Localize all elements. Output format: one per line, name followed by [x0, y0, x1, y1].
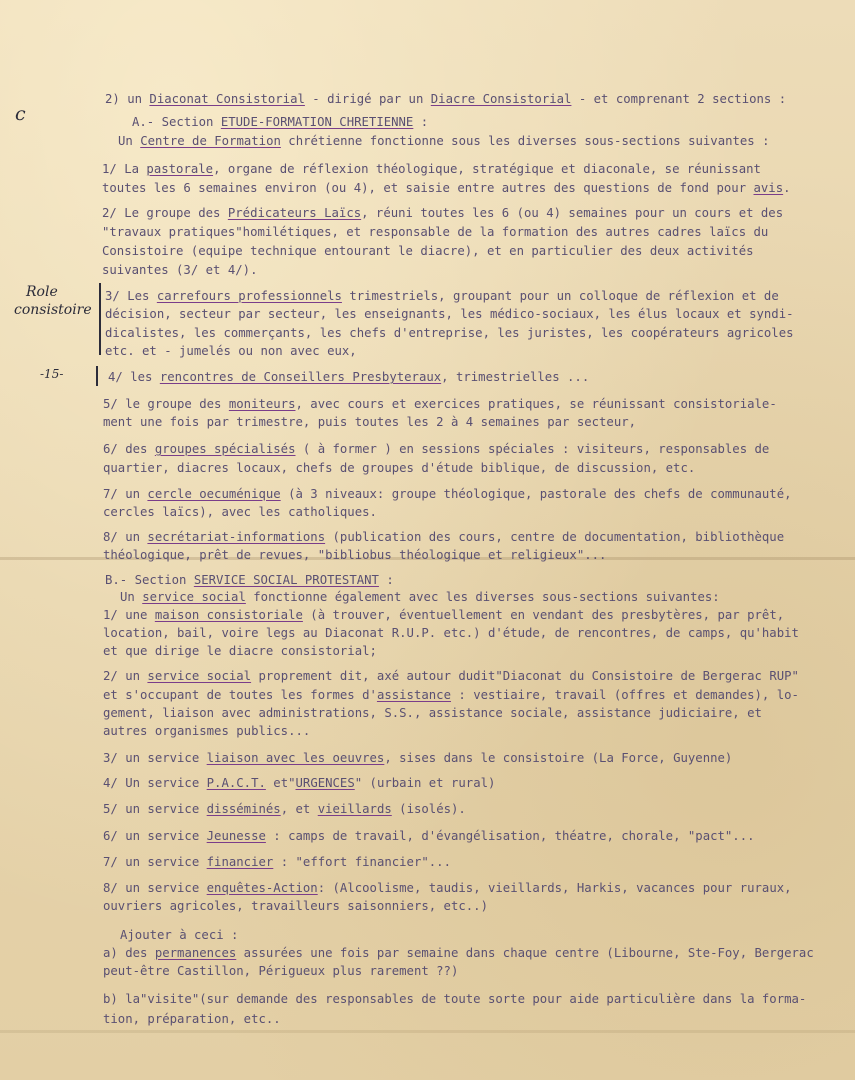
- underlined-text: pastorale: [146, 162, 214, 176]
- underlined-text: assistance: [376, 688, 451, 702]
- text-segment: 1/ La: [102, 162, 147, 176]
- text-line: [103, 777, 495, 789]
- text-line: [103, 416, 636, 428]
- text-segment: Un: [120, 590, 143, 604]
- text-line: [103, 531, 784, 543]
- underlined-text: URGENCES: [295, 776, 355, 790]
- text-segment: : camps de travail, d'évangélisation, théatre, chorale, "pact"...: [265, 829, 755, 843]
- text-segment: 4/ les: [108, 370, 160, 384]
- text-line: [103, 398, 777, 410]
- text-segment: " (urbain et rural): [354, 776, 496, 790]
- text-segment: autres organismes publics...: [103, 724, 311, 738]
- text-segment: 7/ un: [103, 487, 148, 501]
- text-line: [103, 645, 377, 657]
- text-segment: b) la"visite"(sur demande des responsables de toute sorte pour aide particulière dans la forma-: [103, 992, 807, 1006]
- text-line: [105, 290, 779, 302]
- text-line: [103, 707, 762, 719]
- underlined-text: enquêtes-Action: [206, 881, 318, 895]
- text-line: [132, 116, 428, 128]
- text-line: [103, 856, 451, 868]
- text-segment: Consistoire (equipe technique entourant le diacre), et en particulier des deux activités: [102, 244, 754, 258]
- text-segment: assurées une fois par semaine dans chaque centre (Libourne, Ste-Foy, Bergerac: [236, 946, 814, 960]
- text-segment: 4/ Un service: [103, 776, 207, 790]
- text-line: [102, 182, 791, 194]
- text-segment: - dirigé par un: [304, 92, 431, 106]
- text-segment: 8/ un: [103, 530, 148, 544]
- text-segment: , sises dans le consistoire (La Force, Guyenne): [384, 751, 733, 765]
- text-segment: ( à former ) en sessions spéciales : visiteurs, responsables de: [295, 442, 770, 456]
- text-line: [108, 371, 589, 383]
- text-segment: (isolés).: [391, 802, 466, 816]
- margin-note-role-line1: Role: [26, 284, 58, 300]
- text-segment: , avec cours et exercices pratiques, se réunissant consistoriale-: [295, 397, 777, 411]
- text-line: [102, 207, 783, 219]
- margin-c-mark: c: [15, 103, 26, 125]
- text-segment: , organe de réflexion théologique, stratégique et diaconale, se réunissant: [213, 162, 761, 176]
- underlined-text: vieillards: [317, 802, 392, 816]
- margin-bracket: [96, 366, 98, 386]
- underlined-text: avis: [753, 181, 784, 195]
- text-line: [105, 574, 394, 586]
- text-segment: et s'occupant de toutes les formes d': [103, 688, 377, 702]
- text-line: [103, 752, 732, 764]
- underlined-text: rencontres de Conseillers Presbyteraux: [159, 370, 442, 384]
- underlined-text: carrefours professionnels: [156, 289, 342, 303]
- text-segment: dicalistes, les commerçants, les chefs d'entreprise, les juristes, les coopérateurs agricoles: [105, 326, 794, 340]
- text-segment: Ajouter à ceci :: [120, 928, 239, 942]
- text-segment: 6/ un service: [103, 829, 207, 843]
- text-segment: et que dirige le diacre consistorial;: [103, 644, 377, 658]
- underlined-text: liaison avec les oeuvres: [206, 751, 385, 765]
- text-segment: , réuni toutes les 6 (ou 4) semaines pour un cours et des: [361, 206, 784, 220]
- text-segment: :: [378, 573, 394, 587]
- text-segment: ment une fois par trimestre, puis toutes les 2 à 4 semaines par secteur,: [103, 415, 637, 429]
- margin-bracket: [99, 283, 101, 355]
- text-line: [103, 689, 799, 701]
- text-line: [103, 609, 784, 621]
- text-segment: théologique, prêt de revues, "bibliobus théologique et religieux"...: [103, 548, 607, 562]
- underlined-text: cercle oecuménique: [147, 487, 281, 501]
- text-segment: : (Alcoolisme, taudis, vieillards, Harkis, vacances pour ruraux,: [317, 881, 792, 895]
- text-segment: 8/ un service: [103, 881, 207, 895]
- text-segment: décision, secteur par secteur, les enseignants, les médico-sociaux, les élus locaux et syndi-: [105, 307, 794, 321]
- underlined-text: service social: [147, 669, 252, 683]
- text-line: [103, 882, 792, 894]
- text-segment: 2/ Le groupe des: [102, 206, 228, 220]
- text-segment: : vestiaire, travail (offres et demandes), lo-: [450, 688, 799, 702]
- text-line: [105, 327, 794, 339]
- underlined-text: Diacre Consistorial: [430, 92, 572, 106]
- underlined-text: P.A.C.T.: [206, 776, 266, 790]
- text-line: [103, 549, 606, 561]
- text-segment: chrétienne fonctionne sous les diverses sous-sections suivantes :: [280, 134, 770, 148]
- text-segment: 3/ Les: [105, 289, 157, 303]
- text-segment: trimestriels, groupant pour un colloque de réflexion et de: [341, 289, 779, 303]
- underlined-text: financier: [206, 855, 274, 869]
- text-line: [103, 488, 792, 500]
- text-segment: 2) un: [105, 92, 150, 106]
- text-segment: suivantes (3/ et 4/).: [102, 263, 258, 277]
- text-segment: (à 3 niveaux: groupe théologique, pastorale des chefs de communauté,: [280, 487, 792, 501]
- text-segment: 6/ des: [103, 442, 155, 456]
- underlined-text: Jeunesse: [206, 829, 266, 843]
- underlined-text: SERVICE SOCIAL PROTESTANT: [193, 573, 379, 587]
- text-line: [118, 135, 770, 147]
- text-line: [102, 226, 768, 238]
- underlined-text: service social: [142, 590, 246, 604]
- text-line: [103, 1013, 281, 1025]
- text-line: [103, 443, 769, 455]
- text-segment: "travaux pratiques"homilétiques, et responsable de la formation des autres cadres laïcs du: [102, 225, 769, 239]
- text-segment: , trimestrielles ...: [441, 370, 590, 384]
- underlined-text: ETUDE-FORMATION CHRETIENNE: [220, 115, 414, 129]
- underlined-text: Prédicateurs Laïcs: [227, 206, 362, 220]
- text-line: [103, 965, 458, 977]
- text-line: [103, 462, 695, 474]
- text-segment: B.- Section: [105, 573, 194, 587]
- margin-note-role-line2: consistoire: [14, 302, 92, 318]
- text-line: [103, 947, 814, 959]
- text-segment: (à trouver, éventuellement en vendant des presbytères, par prêt,: [302, 608, 785, 622]
- text-segment: a) des: [103, 946, 155, 960]
- underlined-text: disséminés: [206, 802, 281, 816]
- text-segment: tion, préparation, etc..: [103, 1012, 281, 1026]
- text-line: [105, 308, 794, 320]
- text-segment: location, bail, voire legs au Diaconat R.U.P. etc.) d'étude, de rencontres, de camps, qu'habit: [103, 626, 799, 640]
- underlined-text: groupes spécialisés: [154, 442, 296, 456]
- text-segment: 3/ un service: [103, 751, 207, 765]
- underlined-text: permanences: [154, 946, 237, 960]
- margin-note-15: -15-: [40, 367, 64, 381]
- text-segment: gement, liaison avec administrations, S.S., assistance sociale, assistance judiciaire, et: [103, 706, 762, 720]
- text-line: [102, 245, 754, 257]
- text-line: [103, 627, 799, 639]
- text-line: [103, 506, 377, 518]
- text-line: [103, 803, 466, 815]
- paper-fold: [0, 1030, 855, 1033]
- text-segment: 7/ un service: [103, 855, 207, 869]
- text-line: [103, 830, 755, 842]
- text-line: [103, 900, 488, 912]
- text-segment: etc. et - jumelés ou non avec eux,: [105, 344, 357, 358]
- text-segment: (publication des cours, centre de documentation, bibliothèque: [325, 530, 785, 544]
- text-segment: .: [783, 181, 791, 195]
- text-segment: toutes les 6 semaines environ (ou 4), et saisie entre autres des questions de fond pour: [102, 181, 754, 195]
- text-line: [102, 163, 761, 175]
- text-segment: - et comprenant 2 sections :: [571, 92, 787, 106]
- text-line: [105, 93, 786, 105]
- text-line: [120, 929, 238, 941]
- text-segment: quartier, diacres locaux, chefs de groupes d'étude biblique, de discussion, etc.: [103, 461, 696, 475]
- text-line: [120, 591, 720, 603]
- underlined-text: maison consistoriale: [154, 608, 303, 622]
- text-segment: ouvriers agricoles, travailleurs saisonniers, etc..): [103, 899, 488, 913]
- text-segment: 1/ une: [103, 608, 155, 622]
- text-segment: 5/ le groupe des: [103, 397, 229, 411]
- text-line: [103, 993, 806, 1005]
- underlined-text: secrétariat-informations: [147, 530, 326, 544]
- text-segment: fonctionne également avec les diverses sous-sections suivantes:: [245, 590, 720, 604]
- underlined-text: moniteurs: [228, 397, 296, 411]
- text-segment: 2/ un: [103, 669, 148, 683]
- text-segment: : "effort financier"...: [273, 855, 451, 869]
- text-line: [102, 264, 257, 276]
- text-line: [105, 345, 357, 357]
- text-segment: et": [265, 776, 296, 790]
- text-line: [103, 670, 799, 682]
- text-segment: :: [413, 115, 429, 129]
- underlined-text: Centre de Formation: [140, 134, 281, 148]
- text-segment: A.- Section: [132, 115, 221, 129]
- text-segment: 5/ un service: [103, 802, 207, 816]
- text-line: [103, 725, 310, 737]
- text-segment: cercles laïcs), avec les catholiques.: [103, 505, 377, 519]
- text-segment: peut-être Castillon, Périgueux plus rarement ??): [103, 964, 459, 978]
- text-segment: proprement dit, axé autour dudit"Diaconat du Consistoire de Bergerac RUP": [251, 669, 799, 683]
- text-segment: Un: [118, 134, 141, 148]
- text-segment: , et: [280, 802, 318, 816]
- margin-note-role: [14, 283, 92, 319]
- underlined-text: Diaconat Consistorial: [149, 92, 305, 106]
